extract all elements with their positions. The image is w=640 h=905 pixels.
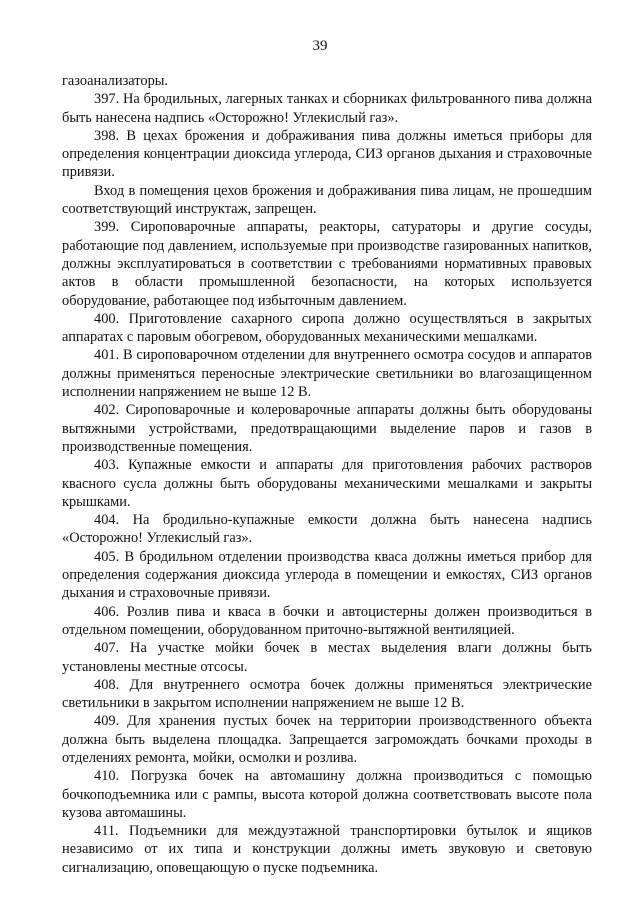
paragraph-404: 404. На бродильно-купажные емкости должна быть нанесена надпись «Осторожно! Углекислый газ». — [62, 512, 592, 547]
paragraph-continuation: газоанализаторы. — [62, 73, 169, 89]
page-number: 39 — [312, 38, 328, 54]
paragraph-406: 406. Розлив пива и кваса в бочки и автоцистерны должен производиться в отдельном помещении, оборудованном приточно-вытяжной вентиляцией. — [62, 603, 592, 638]
paragraph-403: 403. Купажные емкости и аппараты для приготовления рабочих растворов квасного сусла должны быть оборудованы механическими мешалками и закрыты крышками. — [62, 457, 592, 510]
paragraph-408: 408. Для внутреннего осмотра бочек должны применяться электрические светильники в закрытом исполнении напряжением не выше 12 В. — [62, 676, 592, 712]
paragraph-410: 410. Погрузка бочек на автомашину должна производиться с помощью бочкоподъемника или с рампы, высота которой должна соответствовать высоте пола кузова автомашины. — [62, 768, 592, 821]
paragraph-399: 399. Сироповарочные аппараты, реакторы, сатураторы и другие сосуды, работающие под давлением, используемые при производстве газированных напитков, должны эксплуатироваться в соответствии с требованиями нормативных правовых актов в области промышленной безопасности, на которых используется оборудование, работающее под избыточным давлением. — [62, 219, 592, 309]
paragraph-405: 405. В бродильном отделении производства кваса должны иметься прибор для определения содержания диоксида углерода в помещении и емкостях, СИЗ органов дыхания и страховочные привязи. — [62, 548, 592, 602]
paragraph-407: 407. На участке мойки бочек в местах выделения влаги должны быть установлены местные отсосы. — [62, 640, 592, 675]
paragraph-398: 398. В цехах брожения и дображивания пива должны иметься приборы для определения концентрации диоксида углерода, СИЗ органов дыхания и страховочные привязи. — [62, 127, 592, 181]
paragraph-402: 402. Сироповарочные и колероварочные аппараты должны быть оборудованы вытяжными устройствами, предотвращающими выделение паров и газов в производственные помещения. — [62, 402, 592, 455]
paragraph-411: 411. Подъемники для междуэтажной транспортировки бутылок и ящиков независимо от их типа и конструкции должны иметь звуковую и световую сигнализацию, оповещающую о пуске подъемника. — [62, 823, 592, 876]
paragraph-397: 397. На бродильных, лагерных танках и сборниках фильтрованного пива должна быть нанесена надпись «Осторожно! Углекислый газ». — [62, 91, 592, 126]
paragraph-401: 401. В сироповарочном отделении для внутреннего осмотра сосудов и аппаратов должны применяться переносные электрические светильники во влагозащищенном исполнении напряжением не выше 12 В. — [62, 347, 592, 401]
paragraph-398-entry-rule: Вход в помещения цехов брожения и дображивания пива лицам, не прошедшим соответствующий инструктаж, запрещен. — [62, 182, 592, 218]
paragraph-400: 400. Приготовление сахарного сиропа должно осуществляться в закрытых аппаратах с паровым обогревом, оборудованных механическими мешалками. — [62, 310, 592, 346]
body-text — [62, 72, 592, 877]
paragraph-409: 409. Для хранения пустых бочек на территории производственного объекта должна быть выделена площадка. Запрещается загромождать бочками проходы в отделениях ремонта, мойки, осмолки и розлива. — [62, 713, 592, 766]
